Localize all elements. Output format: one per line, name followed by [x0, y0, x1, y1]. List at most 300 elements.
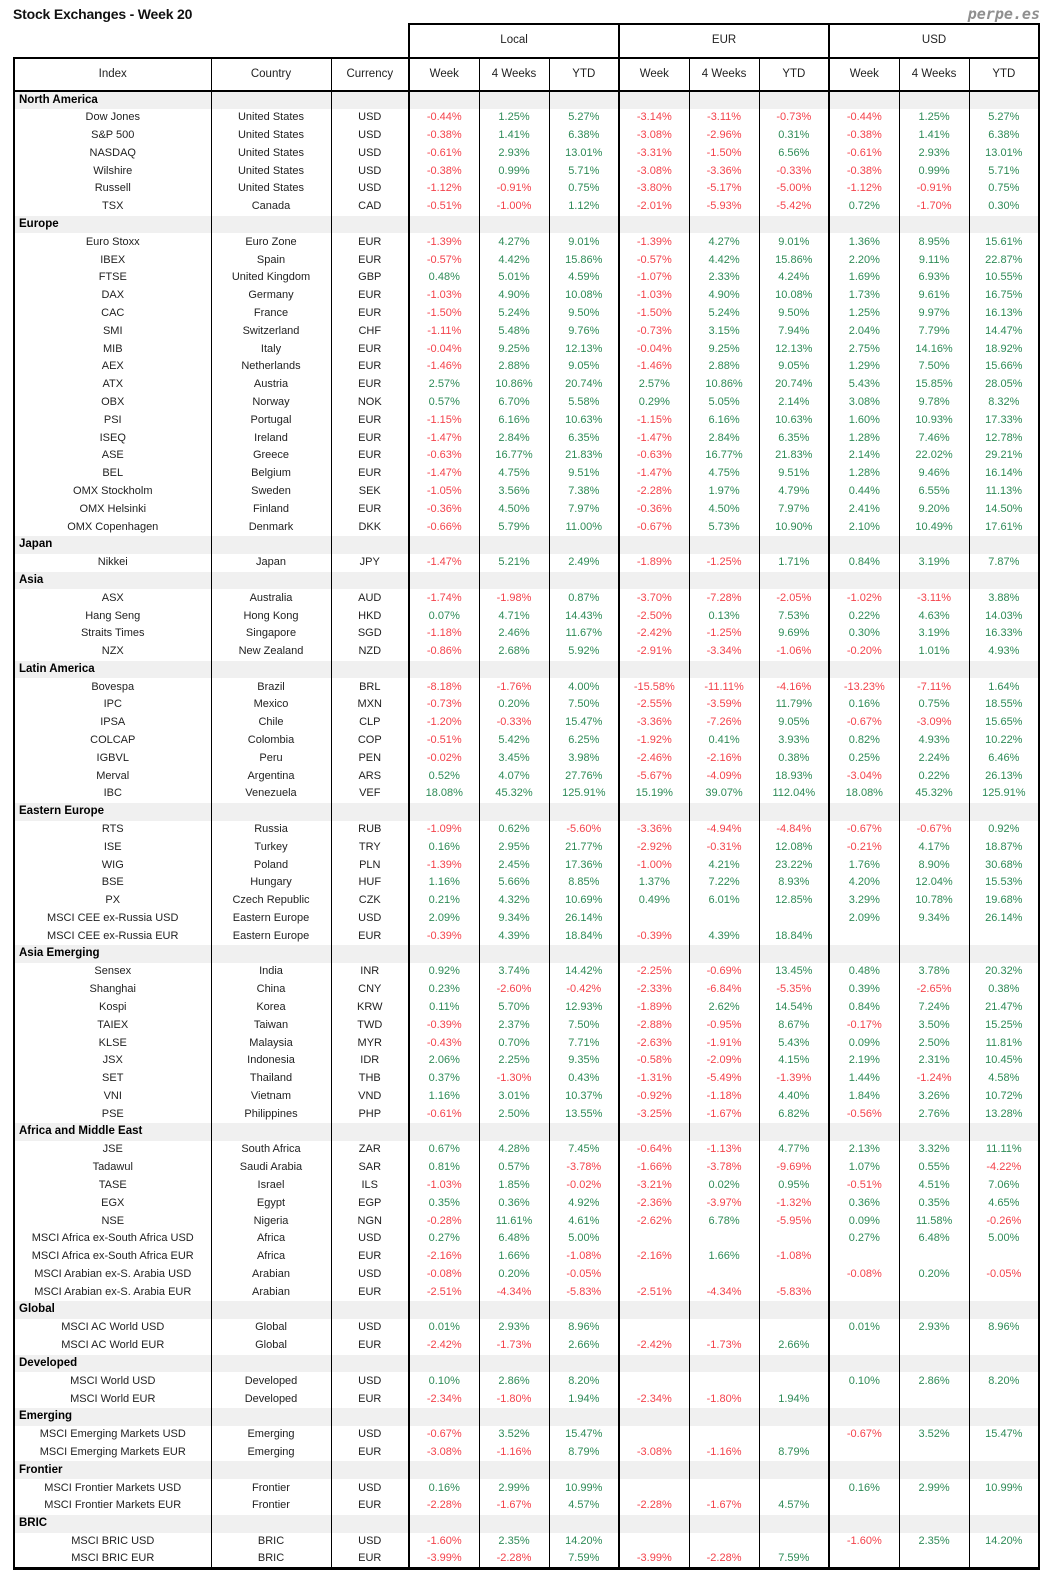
value-cell: 18.08%: [409, 785, 479, 803]
value-cell: -1.03%: [409, 287, 479, 305]
section-filler-cell: [689, 945, 759, 963]
value-cell: 4.32%: [479, 892, 549, 910]
value-cell: -3.21%: [619, 1177, 689, 1195]
currency-cell: EUR: [331, 340, 409, 358]
country-cell: China: [211, 981, 331, 999]
currency-cell: USD: [331, 1426, 409, 1444]
value-cell: 0.44%: [829, 483, 899, 501]
currency-cell: USD: [331, 1372, 409, 1390]
value-cell: -2.16%: [689, 749, 759, 767]
currency-cell: EUR: [331, 233, 409, 251]
value-cell: -1.13%: [689, 1141, 759, 1159]
section-filler-cell: [969, 536, 1039, 554]
value-cell: -4.34%: [479, 1283, 549, 1301]
currency-cell: MYR: [331, 1034, 409, 1052]
value-cell: -0.43%: [409, 1034, 479, 1052]
value-cell: 28.05%: [969, 376, 1039, 394]
table-row: [14, 411, 1039, 429]
index-cell: BSE: [14, 874, 211, 892]
index-cell: JSE: [14, 1141, 211, 1159]
section-filler-cell: [619, 572, 689, 590]
value-cell: 2.88%: [689, 358, 759, 376]
section-filler-cell: [479, 1408, 549, 1426]
value-cell: -4.94%: [689, 821, 759, 839]
value-cell: 3.52%: [899, 1426, 969, 1444]
value-cell: 3.88%: [969, 589, 1039, 607]
section-label: Emerging: [14, 1408, 211, 1426]
section-filler-cell: [479, 216, 549, 234]
value-cell: 0.57%: [409, 394, 479, 412]
value-cell: -0.61%: [409, 1105, 479, 1123]
table-row: [14, 696, 1039, 714]
value-cell: -2.62%: [619, 1212, 689, 1230]
value-cell: -0.31%: [689, 838, 759, 856]
value-cell: 6.38%: [969, 127, 1039, 145]
value-cell: [619, 1479, 689, 1497]
value-cell: 8.95%: [899, 233, 969, 251]
table-row: [14, 251, 1039, 269]
section-filler-cell: [211, 803, 331, 821]
section-filler-cell: [549, 1461, 619, 1479]
value-cell: 18.08%: [829, 785, 899, 803]
section-filler-cell: [759, 1515, 829, 1533]
value-cell: 45.32%: [479, 785, 549, 803]
index-cell: CAC: [14, 305, 211, 323]
value-cell: 3.15%: [689, 322, 759, 340]
value-cell: -0.08%: [829, 1266, 899, 1284]
value-cell: -2.51%: [409, 1283, 479, 1301]
currency-cell: USD: [331, 1266, 409, 1284]
table-row: [14, 394, 1039, 412]
country-cell: Australia: [211, 589, 331, 607]
value-cell: 15.61%: [969, 233, 1039, 251]
table-row: [14, 1248, 1039, 1266]
value-cell: 17.61%: [969, 518, 1039, 536]
country-cell: United States: [211, 144, 331, 162]
value-cell: 4.40%: [759, 1088, 829, 1106]
value-cell: 7.06%: [969, 1177, 1039, 1195]
value-cell: -2.01%: [619, 198, 689, 216]
value-cell: 0.57%: [479, 1159, 549, 1177]
currency-cell: HUF: [331, 874, 409, 892]
table-row: [14, 1266, 1039, 1284]
value-cell: -1.73%: [479, 1337, 549, 1355]
table-row: [14, 554, 1039, 572]
table-row: [14, 1034, 1039, 1052]
group-usd: USD: [829, 24, 1039, 58]
index-cell: NSE: [14, 1212, 211, 1230]
value-cell: -7.11%: [899, 678, 969, 696]
country-cell: Nigeria: [211, 1212, 331, 1230]
value-cell: 9.11%: [899, 251, 969, 269]
value-cell: 2.95%: [479, 838, 549, 856]
value-cell: [899, 927, 969, 945]
value-cell: 4.27%: [479, 233, 549, 251]
value-cell: 2.24%: [899, 749, 969, 767]
country-cell: Hungary: [211, 874, 331, 892]
col-header-usd-ytd: YTD: [969, 58, 1039, 91]
index-cell: FTSE: [14, 269, 211, 287]
section-filler-cell: [899, 661, 969, 679]
section-filler-cell: [331, 1515, 409, 1533]
value-cell: 11.81%: [969, 1034, 1039, 1052]
section-label: Global: [14, 1301, 211, 1319]
section-filler-cell: [689, 1515, 759, 1533]
value-cell: -1.60%: [409, 1533, 479, 1551]
section-filler-cell: [689, 1301, 759, 1319]
value-cell: 10.99%: [549, 1479, 619, 1497]
value-cell: -0.63%: [409, 447, 479, 465]
country-cell: Vietnam: [211, 1088, 331, 1106]
section-row: [14, 1461, 1039, 1479]
value-cell: 4.93%: [899, 732, 969, 750]
col-header-country: Country: [211, 58, 331, 91]
section-filler-cell: [829, 1461, 899, 1479]
value-cell: 1.12%: [549, 198, 619, 216]
value-cell: [899, 1550, 969, 1568]
index-cell: NASDAQ: [14, 144, 211, 162]
value-cell: -0.39%: [619, 927, 689, 945]
value-cell: 0.39%: [829, 981, 899, 999]
value-cell: 0.01%: [409, 1319, 479, 1337]
currency-cell: USD: [331, 109, 409, 127]
index-cell: DAX: [14, 287, 211, 305]
section-row: [14, 1408, 1039, 1426]
section-filler-cell: [409, 1461, 479, 1479]
value-cell: 2.06%: [409, 1052, 479, 1070]
section-filler-cell: [619, 1123, 689, 1141]
section-filler-cell: [409, 536, 479, 554]
value-cell: 18.55%: [969, 696, 1039, 714]
table-row: [14, 714, 1039, 732]
section-filler-cell: [479, 1461, 549, 1479]
value-cell: -1.18%: [689, 1088, 759, 1106]
value-cell: [619, 1426, 689, 1444]
section-filler-cell: [331, 91, 409, 109]
index-cell: EGX: [14, 1194, 211, 1212]
section-row: [14, 1301, 1039, 1319]
section-row: [14, 945, 1039, 963]
value-cell: -0.26%: [969, 1212, 1039, 1230]
section-filler-cell: [969, 572, 1039, 590]
section-filler-cell: [829, 216, 899, 234]
table-row: [14, 1319, 1039, 1337]
country-cell: Argentina: [211, 767, 331, 785]
section-filler-cell: [549, 536, 619, 554]
value-cell: -2.28%: [689, 1550, 759, 1568]
value-cell: 8.20%: [969, 1372, 1039, 1390]
value-cell: -1.73%: [689, 1337, 759, 1355]
country-cell: India: [211, 963, 331, 981]
table-row: [14, 162, 1039, 180]
country-cell: Italy: [211, 340, 331, 358]
country-cell: Africa: [211, 1230, 331, 1248]
value-cell: -2.51%: [619, 1283, 689, 1301]
value-cell: 4.39%: [479, 927, 549, 945]
value-cell: 1.25%: [479, 109, 549, 127]
value-cell: 1.28%: [829, 429, 899, 447]
section-filler-cell: [549, 1123, 619, 1141]
table-row: [14, 1283, 1039, 1301]
section-filler-cell: [549, 1515, 619, 1533]
value-cell: -1.92%: [619, 732, 689, 750]
value-cell: [829, 1248, 899, 1266]
section-filler-cell: [619, 1301, 689, 1319]
section-label: Asia: [14, 572, 211, 590]
value-cell: 1.66%: [479, 1248, 549, 1266]
value-cell: 4.00%: [549, 678, 619, 696]
value-cell: 0.16%: [409, 838, 479, 856]
table-row: [14, 1105, 1039, 1123]
value-cell: -1.47%: [409, 465, 479, 483]
col-header-eur-4weeks: 4 Weeks: [689, 58, 759, 91]
value-cell: 3.19%: [899, 554, 969, 572]
country-cell: Spain: [211, 251, 331, 269]
section-filler-cell: [211, 536, 331, 554]
value-cell: 21.77%: [549, 838, 619, 856]
section-filler-cell: [331, 536, 409, 554]
country-cell: New Zealand: [211, 643, 331, 661]
table-row: [14, 127, 1039, 145]
section-filler-cell: [619, 91, 689, 109]
section-filler-cell: [211, 1461, 331, 1479]
value-cell: 9.05%: [759, 358, 829, 376]
value-cell: [829, 1550, 899, 1568]
value-cell: 1.44%: [829, 1070, 899, 1088]
value-cell: -0.39%: [409, 927, 479, 945]
value-cell: 8.96%: [969, 1319, 1039, 1337]
table-row: [14, 233, 1039, 251]
value-cell: 9.50%: [759, 305, 829, 323]
value-cell: -0.44%: [409, 109, 479, 127]
section-filler-cell: [331, 1123, 409, 1141]
value-cell: [759, 1266, 829, 1284]
value-cell: 13.01%: [969, 144, 1039, 162]
currency-cell: PHP: [331, 1105, 409, 1123]
value-cell: -3.25%: [619, 1105, 689, 1123]
country-cell: Colombia: [211, 732, 331, 750]
value-cell: 3.26%: [899, 1088, 969, 1106]
value-cell: 0.20%: [479, 696, 549, 714]
index-cell: Euro Stoxx: [14, 233, 211, 251]
value-cell: 15.86%: [549, 251, 619, 269]
country-cell: Eastern Europe: [211, 927, 331, 945]
value-cell: -0.21%: [829, 838, 899, 856]
value-cell: 2.10%: [829, 518, 899, 536]
value-cell: 0.11%: [409, 999, 479, 1017]
section-row: [14, 1515, 1039, 1533]
value-cell: 7.53%: [759, 607, 829, 625]
value-cell: 1.60%: [829, 411, 899, 429]
value-cell: 0.37%: [409, 1070, 479, 1088]
value-cell: -1.50%: [409, 305, 479, 323]
section-filler-cell: [479, 945, 549, 963]
index-cell: OMX Stockholm: [14, 483, 211, 501]
value-cell: -0.42%: [549, 981, 619, 999]
value-cell: 7.45%: [549, 1141, 619, 1159]
value-cell: 2.13%: [829, 1141, 899, 1159]
value-cell: -0.67%: [829, 1426, 899, 1444]
section-label: Developed: [14, 1355, 211, 1373]
table-row: [14, 999, 1039, 1017]
section-row: [14, 572, 1039, 590]
index-cell: WIG: [14, 856, 211, 874]
country-cell: Developed: [211, 1390, 331, 1408]
value-cell: 0.49%: [619, 892, 689, 910]
country-cell: Taiwan: [211, 1016, 331, 1034]
section-label: Africa and Middle East: [14, 1123, 211, 1141]
value-cell: -3.11%: [689, 109, 759, 127]
value-cell: -3.14%: [619, 109, 689, 127]
value-cell: 2.99%: [479, 1479, 549, 1497]
index-cell: SMI: [14, 322, 211, 340]
value-cell: 2.86%: [899, 1372, 969, 1390]
value-cell: 7.50%: [549, 696, 619, 714]
value-cell: 4.24%: [759, 269, 829, 287]
section-filler-cell: [829, 803, 899, 821]
value-cell: 8.32%: [969, 394, 1039, 412]
value-cell: 0.81%: [409, 1159, 479, 1177]
value-cell: 0.99%: [479, 162, 549, 180]
value-cell: -2.36%: [619, 1194, 689, 1212]
currency-cell: IDR: [331, 1052, 409, 1070]
value-cell: 15.53%: [969, 874, 1039, 892]
country-cell: United Kingdom: [211, 269, 331, 287]
section-filler-cell: [899, 1301, 969, 1319]
value-cell: -1.15%: [619, 411, 689, 429]
country-cell: Mexico: [211, 696, 331, 714]
country-cell: Emerging: [211, 1426, 331, 1444]
value-cell: 3.29%: [829, 892, 899, 910]
value-cell: 1.41%: [479, 127, 549, 145]
value-cell: -1.98%: [479, 589, 549, 607]
value-cell: 23.22%: [759, 856, 829, 874]
value-cell: 6.48%: [899, 1230, 969, 1248]
value-cell: [899, 1248, 969, 1266]
index-cell: PSI: [14, 411, 211, 429]
value-cell: 14.20%: [969, 1533, 1039, 1551]
value-cell: 21.83%: [759, 447, 829, 465]
value-cell: -0.67%: [829, 714, 899, 732]
index-cell: MIB: [14, 340, 211, 358]
value-cell: -3.36%: [689, 162, 759, 180]
value-cell: 2.19%: [829, 1052, 899, 1070]
country-cell: Israel: [211, 1177, 331, 1195]
index-cell: MSCI Frontier Markets EUR: [14, 1497, 211, 1515]
value-cell: 0.16%: [829, 696, 899, 714]
section-filler-cell: [899, 572, 969, 590]
value-cell: -1.67%: [689, 1105, 759, 1123]
section-filler-cell: [409, 1355, 479, 1373]
value-cell: [899, 1497, 969, 1515]
index-cell: MSCI Africa ex-South Africa EUR: [14, 1248, 211, 1266]
value-cell: [759, 1319, 829, 1337]
table-row: [14, 910, 1039, 928]
value-cell: -5.83%: [549, 1283, 619, 1301]
value-cell: 4.90%: [479, 287, 549, 305]
value-cell: -0.66%: [409, 518, 479, 536]
value-cell: 3.74%: [479, 963, 549, 981]
value-cell: 2.49%: [549, 554, 619, 572]
table-row: [14, 625, 1039, 643]
value-cell: -13.23%: [829, 678, 899, 696]
section-filler-cell: [409, 91, 479, 109]
value-cell: 2.86%: [479, 1372, 549, 1390]
index-cell: Russell: [14, 180, 211, 198]
value-cell: 21.83%: [549, 447, 619, 465]
value-cell: -1.11%: [409, 322, 479, 340]
value-cell: 9.25%: [479, 340, 549, 358]
country-cell: Germany: [211, 287, 331, 305]
index-cell: PX: [14, 892, 211, 910]
value-cell: 15.47%: [549, 714, 619, 732]
value-cell: -1.00%: [479, 198, 549, 216]
index-cell: Dow Jones: [14, 109, 211, 127]
value-cell: 9.46%: [899, 465, 969, 483]
value-cell: 10.08%: [549, 287, 619, 305]
value-cell: 6.56%: [759, 144, 829, 162]
country-cell: Denmark: [211, 518, 331, 536]
value-cell: 1.64%: [969, 678, 1039, 696]
currency-cell: CLP: [331, 714, 409, 732]
value-cell: 2.14%: [759, 394, 829, 412]
value-cell: 11.58%: [899, 1212, 969, 1230]
table-row: [14, 838, 1039, 856]
col-header-local-ytd: YTD: [549, 58, 619, 91]
group-header-row: [14, 24, 1039, 58]
value-cell: -2.16%: [619, 1248, 689, 1266]
value-cell: -2.55%: [619, 696, 689, 714]
currency-cell: EUR: [331, 1444, 409, 1462]
section-label: Latin America: [14, 661, 211, 679]
value-cell: [969, 1248, 1039, 1266]
value-cell: -4.34%: [689, 1283, 759, 1301]
value-cell: 13.45%: [759, 963, 829, 981]
value-cell: -0.04%: [619, 340, 689, 358]
table-row: [14, 1533, 1039, 1551]
value-cell: 4.57%: [549, 1497, 619, 1515]
value-cell: [899, 1337, 969, 1355]
table-row: [14, 1230, 1039, 1248]
value-cell: -0.38%: [409, 127, 479, 145]
section-filler-cell: [331, 803, 409, 821]
currency-cell: USD: [331, 910, 409, 928]
table-row: [14, 1444, 1039, 1462]
section-filler-cell: [619, 661, 689, 679]
value-cell: 3.93%: [759, 732, 829, 750]
value-cell: 9.34%: [899, 910, 969, 928]
value-cell: 1.76%: [829, 856, 899, 874]
value-cell: 0.16%: [409, 1479, 479, 1497]
page-title: Stock Exchanges - Week 20: [13, 5, 193, 22]
section-filler-cell: [829, 536, 899, 554]
currency-cell: EUR: [331, 1390, 409, 1408]
value-cell: -1.09%: [409, 821, 479, 839]
value-cell: [759, 1230, 829, 1248]
value-cell: 2.04%: [829, 322, 899, 340]
value-cell: 16.13%: [969, 305, 1039, 323]
value-cell: 2.57%: [409, 376, 479, 394]
section-filler-cell: [969, 1355, 1039, 1373]
value-cell: -2.96%: [689, 127, 759, 145]
table-row: [14, 1070, 1039, 1088]
section-filler-cell: [829, 91, 899, 109]
value-cell: 3.19%: [899, 625, 969, 643]
value-cell: -1.46%: [409, 358, 479, 376]
value-cell: -3.36%: [619, 714, 689, 732]
value-cell: -3.34%: [689, 643, 759, 661]
value-cell: -3.31%: [619, 144, 689, 162]
